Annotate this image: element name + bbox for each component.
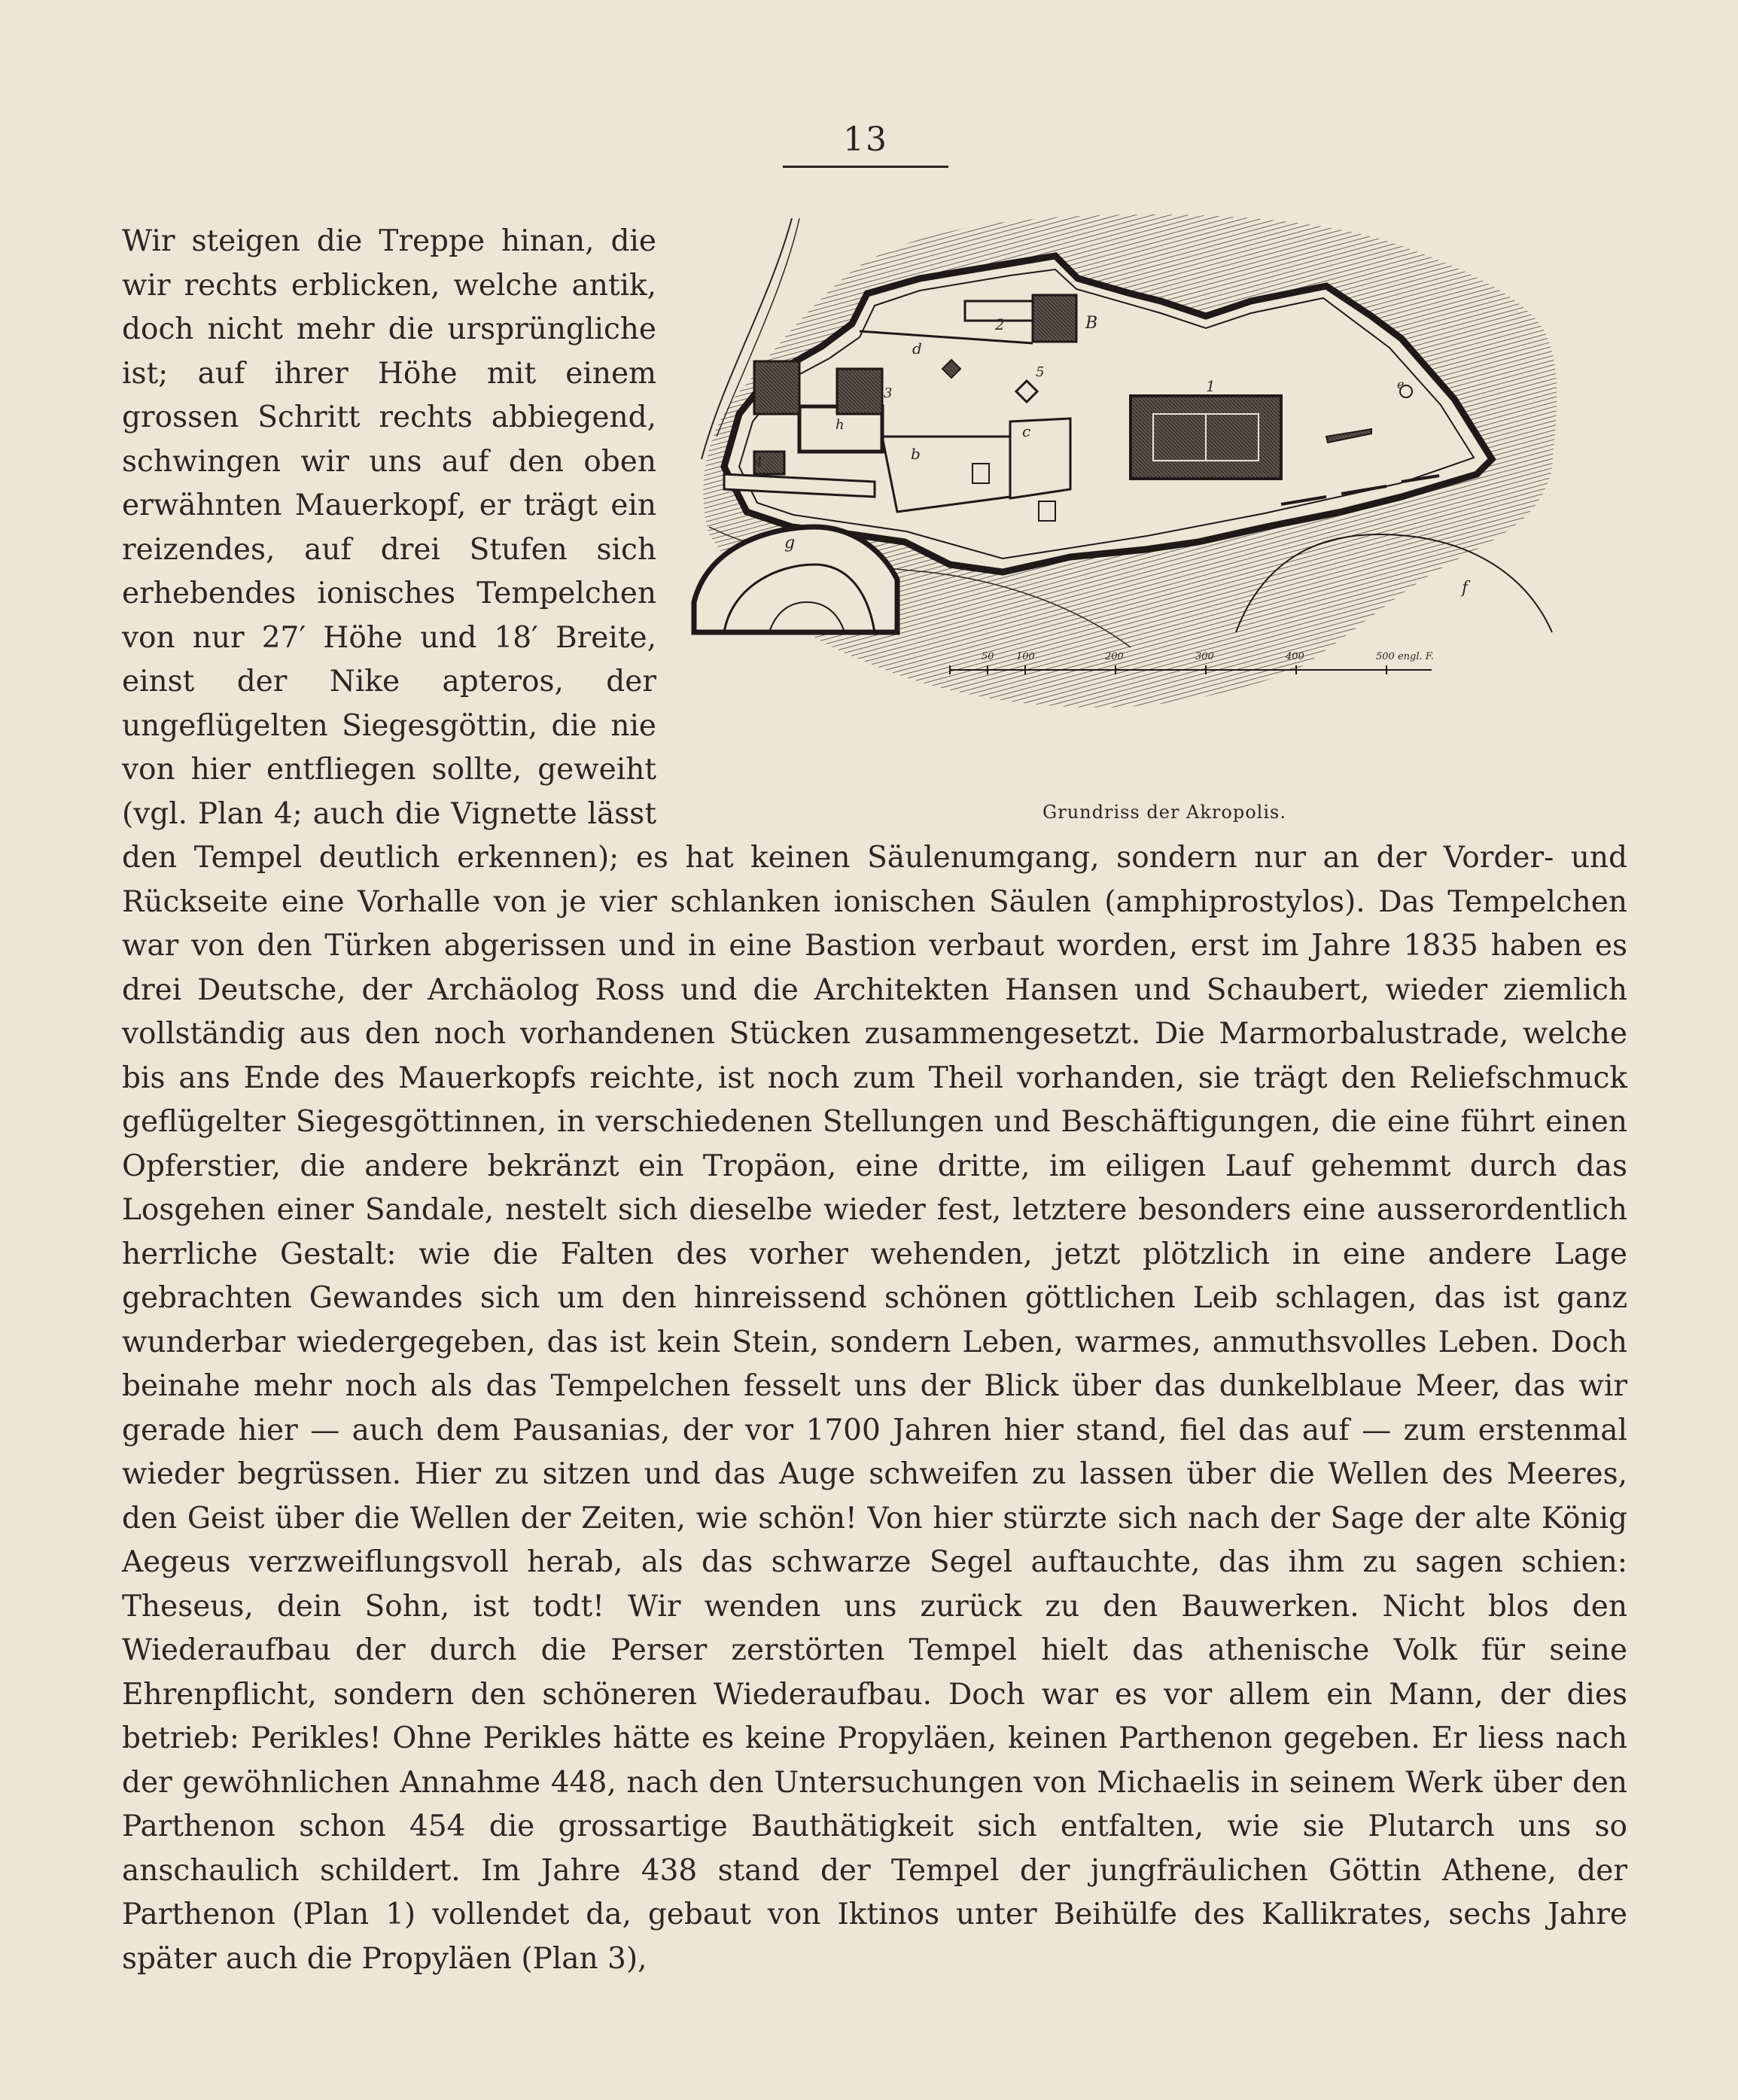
label-2: 2 — [995, 315, 1005, 333]
acropolis-ground-plan — [679, 211, 1650, 783]
label-1: 1 — [1206, 377, 1216, 395]
scale-label: 500 engl. F. — [1376, 651, 1434, 662]
scale-label: 300 — [1195, 651, 1214, 662]
label-5: 5 — [1036, 364, 1045, 380]
acropolis-plan-figure — [679, 211, 1650, 835]
figure-caption: Grundriss der Akropolis. — [1042, 802, 1286, 823]
page-number: 13 — [843, 120, 888, 159]
label-4: 4 — [754, 455, 763, 470]
label-e: e — [1397, 377, 1405, 391]
body-text-block — [122, 220, 1627, 1981]
scale-label: 100 — [1016, 651, 1035, 662]
label-3: 3 — [884, 385, 893, 401]
erechtheion-plan — [1033, 295, 1076, 342]
body-paragraph: Wir steigen die Treppe hinan, die wir rechts erblicken, welche antik, doch nicht mehr die ursprüngliche ist; auf ihrer Höhe mit einem grossen Schritt rechts abbiegend, schwingen wir uns auf den oben erwähnten Mauerkopf, er trägt ein reizendes, auf drei Stufen sich erhebendes ionisches Tempelchen von nur 27′ Höhe und 18′ Breite, einst der Nike apteros, der ungeflügelten Siegesgöttin, die nie von hier entfliegen sollte, geweiht (vgl. Plan 4; auch die Vignette lässt den Tempel deutlich erkennen); es hat keinen Säulenumgang, sondern nur an der Vorder- und Rückseite eine Vorhalle von je vier schlanken ionischen Säulen (amphiprostylos). Das Tempelchen war von den Türken abgerissen und in eine Bastion verbaut worden, erst im Jahre 1835 haben es drei Deutsche, der Archäolog Ross und die Architekten Hansen und Schaubert, wieder ziemlich vollständig aus den noch vorhandenen Stücken zusammengesetzt. Die Marmorbalustrade, welche bis ans Ende des Mauerkopfs reichte, ist noch zum Theil vorhanden, sie trägt den Reliefschmuck geflügelter Siegesgöttinnen, in verschiedenen Stellungen und Beschäftigungen, die eine führt einen Opferstier, die andere bekränzt ein Tropäon, eine dritte, im eiligen Lauf gehemmt durch das Losgehen einer Sandale, nestelt sich dieselbe wieder fest, letztere besonders eine ausserordentlich herrliche Gestalt: wie die Falten des vorher wehenden, jetzt plötzlich in eine andere Lage gebrachten Gewandes sich um den hinreissend schönen göttlichen Leib schlagen, das ist ganz wunderbar wiedergegeben, das ist kein Stein, sondern Leben, warmes, anmuthsvolles Leben. Doch beinahe mehr noch als das Tempelchen fesselt uns der Blick über das dunkelblaue Meer, das wir gerade hier — auch dem Pausanias, der vor 1700 Jahren hier stand, fiel das auf — zum erstenmal wieder begrüssen. Hier zu sitzen und das Auge schweifen zu lassen über die Wellen des Meeres, den Geist über die Wellen der Zeiten, wie schön! Von hier stürzte sich nach der Sage der alte König Aegeus verzweiflungsvoll herab, als das schwarze Segel auftauchte, das ihm zu sagen schien: Theseus, dein Sohn, ist todt! Wir wenden uns zurück zu den Bauwerken. Nicht blos den Wiederaufbau der durch die Perser zerstörten Tempel hielt das athenische Volk für seine Ehrenpflicht, sondern den schöneren Wiederaufbau. Doch war es vor allem ein Mann, der dies betrieb: Perikles! Ohne Perikles hätte es keine Propyläen, keinen Parthenon gegeben. Er liess nach der gewöhnlichen Annahme 448, nach den Untersuchungen von Michaelis in seinem Werk über den Parthenon schon 454 die grossartige Bauthätigkeit sich entfalten, wie sie Plutarch uns so anschaulich schildert. Im Jahre 438 stand der Tempel der jungfräulichen Göttin Athene, der Parthenon (Plan 1) vollendet da, gebaut von Iktinos unter Beihülfe des Kallikrates, sechs Jahre später auch die Propyläen (Plan 3), — [122, 224, 1627, 1976]
label-g: g — [784, 534, 796, 552]
scale-label: 200 — [1105, 651, 1124, 662]
scale-label: 50 — [982, 651, 994, 662]
scale-label: 400 — [1286, 651, 1304, 662]
label-h: h — [836, 417, 845, 433]
page-number-rule — [783, 166, 948, 168]
label-c: c — [1022, 422, 1031, 440]
label-d: d — [912, 339, 922, 358]
label-B: B — [1085, 314, 1098, 333]
pinakotheke-plan — [754, 361, 799, 414]
label-f: f — [1462, 579, 1469, 598]
label-b: b — [911, 445, 921, 463]
